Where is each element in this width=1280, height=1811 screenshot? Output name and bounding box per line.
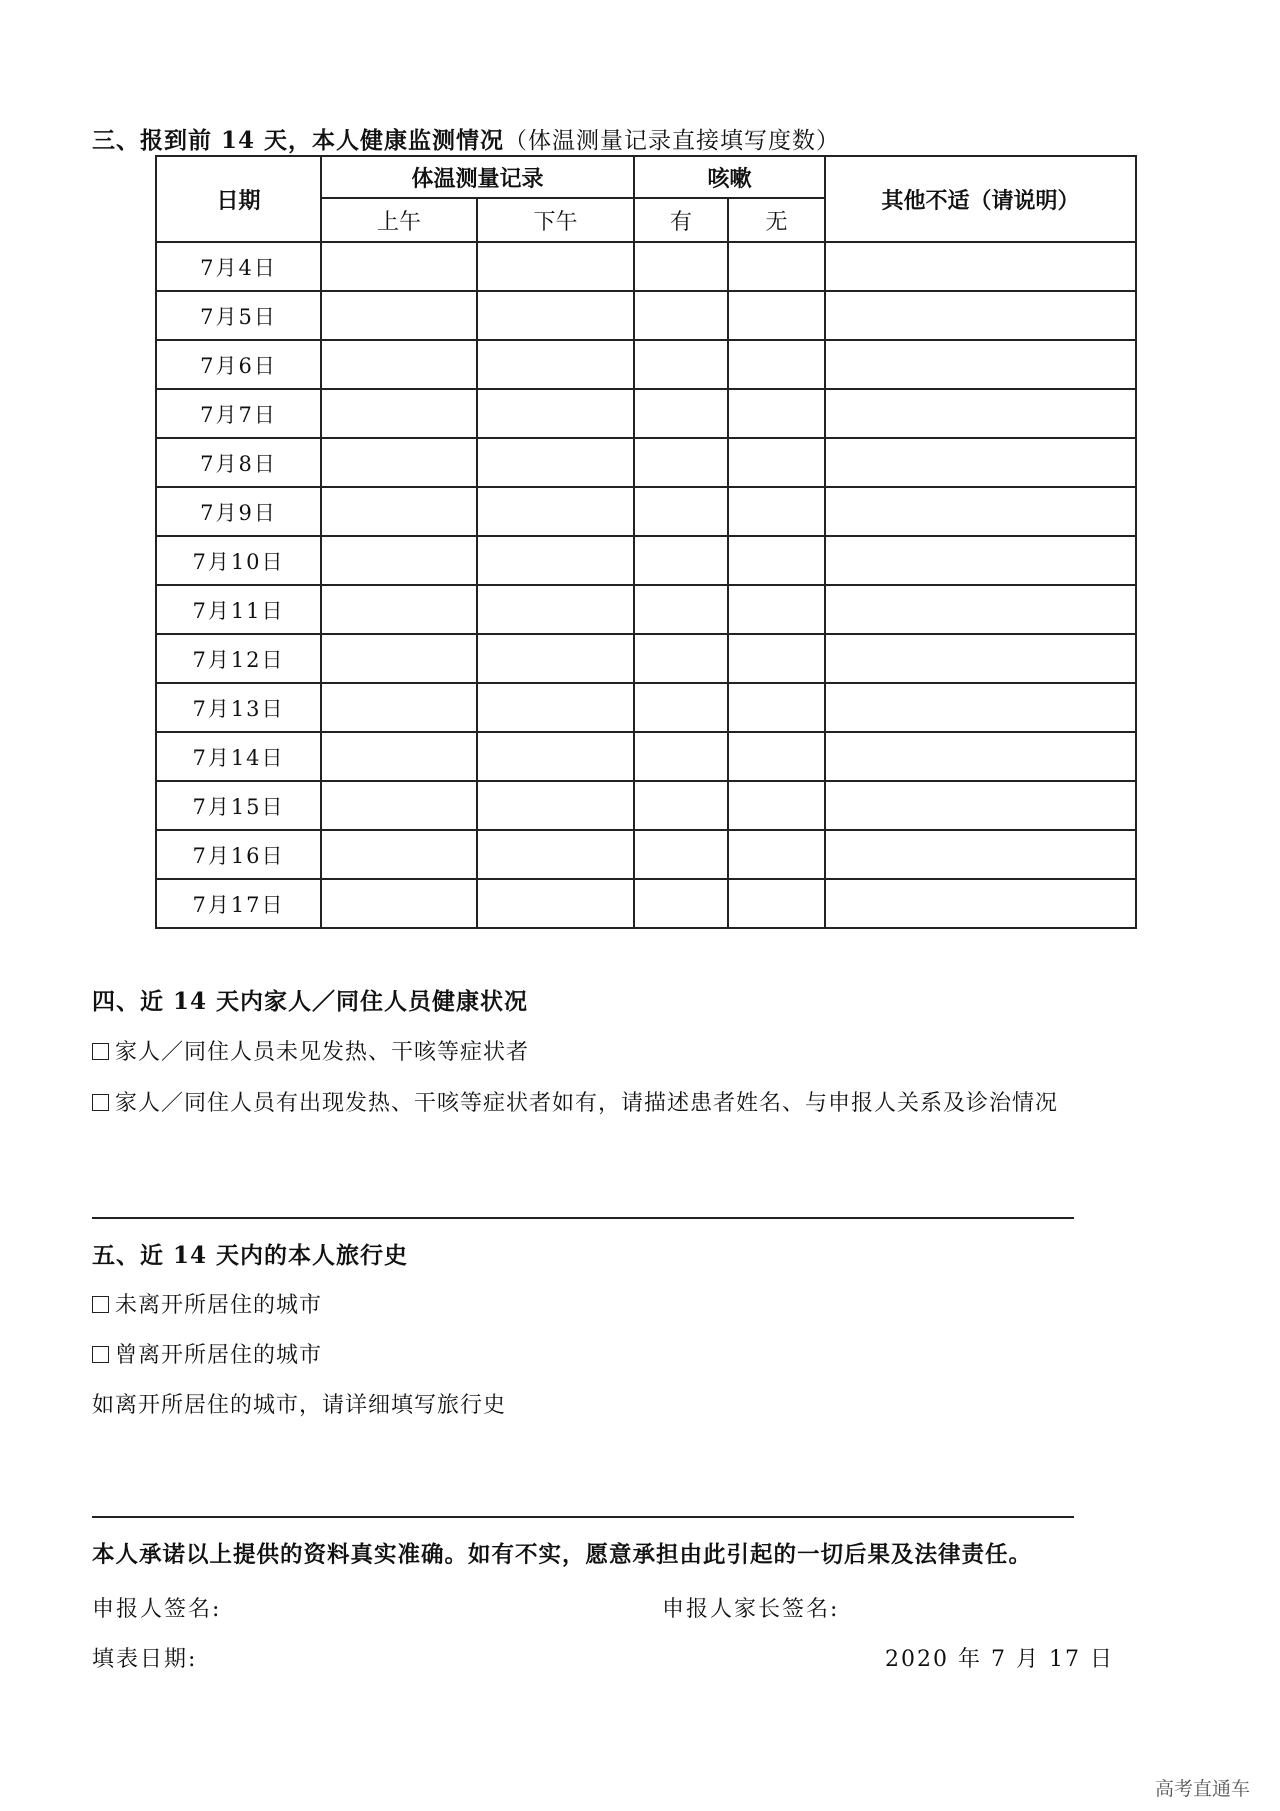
row-date: 7月9日 — [156, 487, 321, 536]
section5-instruction: 如离开所居住的城市，请详细填写旅行史 — [92, 1393, 507, 1418]
other-symptoms-cell[interactable] — [825, 830, 1136, 879]
other-symptoms-cell[interactable] — [825, 732, 1136, 781]
cough-yes-cell[interactable] — [634, 389, 728, 438]
header-other: 其他不适（请说明） — [825, 156, 1136, 242]
row-date: 7月11日 — [156, 585, 321, 634]
cough-no-cell[interactable] — [728, 732, 825, 781]
row-date: 7月6日 — [156, 340, 321, 389]
pm-temp-cell[interactable] — [477, 242, 634, 291]
am-temp-cell[interactable] — [321, 830, 477, 879]
cough-no-cell[interactable] — [728, 340, 825, 389]
checkbox-icon[interactable] — [92, 1346, 109, 1363]
am-temp-cell[interactable] — [321, 879, 477, 928]
pledge-statement: 本人承诺以上提供的资料真实准确。如有不实，愿意承担由此引起的一切后果及法律责任。 — [92, 1542, 1033, 1568]
section3-title — [92, 122, 840, 155]
row-date: 7月14日 — [156, 732, 321, 781]
cough-yes-cell[interactable] — [634, 781, 728, 830]
am-temp-cell[interactable] — [321, 732, 477, 781]
table-row — [156, 879, 1136, 928]
pm-temp-cell[interactable] — [477, 340, 634, 389]
fill-date-label: 填表日期: — [92, 1647, 198, 1672]
section3-title-text: 三、报到前 14 天，本人健康监测情况 — [92, 127, 505, 154]
am-temp-cell[interactable] — [321, 634, 477, 683]
am-temp-cell[interactable] — [321, 781, 477, 830]
checkbox-icon[interactable] — [92, 1043, 109, 1060]
other-symptoms-cell[interactable] — [825, 781, 1136, 830]
pm-temp-cell[interactable] — [477, 781, 634, 830]
watermark: 高考直通车 — [1154, 1778, 1250, 1800]
table-row — [156, 438, 1136, 487]
pm-temp-cell[interactable] — [477, 536, 634, 585]
pm-temp-cell[interactable] — [477, 732, 634, 781]
parent-signature-label: 申报人家长签名: — [662, 1597, 840, 1622]
row-date: 7月13日 — [156, 683, 321, 732]
pm-temp-cell[interactable] — [477, 683, 634, 732]
section4-option1-label: 家人／同住人员未见发热、干咳等症状者 — [115, 1040, 530, 1065]
row-date: 7月5日 — [156, 291, 321, 340]
section4-option2[interactable] — [92, 1086, 1058, 1117]
other-symptoms-cell[interactable] — [825, 683, 1136, 732]
pm-temp-cell[interactable] — [477, 634, 634, 683]
table-row — [156, 340, 1136, 389]
applicant-signature-label: 申报人签名: — [92, 1597, 222, 1622]
cough-yes-cell[interactable] — [634, 683, 728, 732]
cough-yes-cell[interactable] — [634, 438, 728, 487]
header-pm: 下午 — [477, 198, 634, 242]
pm-temp-cell[interactable] — [477, 438, 634, 487]
pm-temp-cell[interactable] — [477, 487, 634, 536]
cough-no-cell[interactable] — [728, 242, 825, 291]
pm-temp-cell[interactable] — [477, 879, 634, 928]
checkbox-icon[interactable] — [92, 1094, 109, 1111]
table-body — [156, 242, 1136, 928]
cough-no-cell[interactable] — [728, 291, 825, 340]
row-date: 7月4日 — [156, 242, 321, 291]
cough-yes-cell[interactable] — [634, 487, 728, 536]
cough-yes-cell[interactable] — [634, 879, 728, 928]
cough-yes-cell[interactable] — [634, 634, 728, 683]
section4-title: 四、近 14 天内家人／同住人员健康状况 — [92, 988, 529, 1015]
table-row — [156, 291, 1136, 340]
row-date: 7月17日 — [156, 879, 321, 928]
cough-yes-cell[interactable] — [634, 585, 728, 634]
section5-option1[interactable] — [92, 1288, 322, 1319]
table-row — [156, 389, 1136, 438]
table-row — [156, 242, 1136, 291]
am-temp-cell[interactable] — [321, 291, 477, 340]
section5-title: 五、近 14 天内的本人旅行史 — [92, 1242, 409, 1269]
section3-note: （体温测量记录直接填写度数） — [504, 128, 841, 154]
cough-no-cell[interactable] — [728, 879, 825, 928]
other-symptoms-cell[interactable] — [825, 487, 1136, 536]
cough-yes-cell[interactable] — [634, 830, 728, 879]
pm-temp-cell[interactable] — [477, 389, 634, 438]
other-symptoms-cell[interactable] — [825, 389, 1136, 438]
header-am: 上午 — [321, 198, 477, 242]
section5-option2[interactable] — [92, 1338, 322, 1369]
row-date: 7月7日 — [156, 389, 321, 438]
row-date: 7月8日 — [156, 438, 321, 487]
other-symptoms-cell[interactable] — [825, 242, 1136, 291]
table-row — [156, 487, 1136, 536]
section4-answer-line[interactable] — [92, 1217, 1074, 1219]
table-row — [156, 634, 1136, 683]
am-temp-cell[interactable] — [321, 242, 477, 291]
cough-yes-cell[interactable] — [634, 291, 728, 340]
am-temp-cell[interactable] — [321, 340, 477, 389]
section5-option2-label: 曾离开所居住的城市 — [115, 1343, 323, 1368]
cough-yes-cell[interactable] — [634, 536, 728, 585]
cough-yes-cell[interactable] — [634, 242, 728, 291]
row-date: 7月12日 — [156, 634, 321, 683]
am-temp-cell[interactable] — [321, 389, 477, 438]
am-temp-cell[interactable] — [321, 487, 477, 536]
pm-temp-cell[interactable] — [477, 830, 634, 879]
other-symptoms-cell[interactable] — [825, 585, 1136, 634]
header-cough-no: 无 — [728, 198, 825, 242]
row-date: 7月10日 — [156, 536, 321, 585]
table-row — [156, 683, 1136, 732]
other-symptoms-cell[interactable] — [825, 340, 1136, 389]
header-date: 日期 — [156, 156, 321, 242]
section4-option2-label: 家人／同住人员有出现发热、干咳等症状者如有，请描述患者姓名、与申报人关系及诊治情况 — [115, 1091, 1059, 1116]
pm-temp-cell[interactable] — [477, 291, 634, 340]
row-date: 7月16日 — [156, 830, 321, 879]
other-symptoms-cell[interactable] — [825, 536, 1136, 585]
cough-yes-cell[interactable] — [634, 732, 728, 781]
header-cough-yes: 有 — [634, 198, 728, 242]
cough-no-cell[interactable] — [728, 438, 825, 487]
section4-option1[interactable] — [92, 1035, 529, 1066]
table-row — [156, 732, 1136, 781]
am-temp-cell[interactable] — [321, 585, 477, 634]
cough-no-cell[interactable] — [728, 781, 825, 830]
header-cough: 咳嗽 — [634, 156, 825, 198]
other-symptoms-cell[interactable] — [825, 438, 1136, 487]
am-temp-cell[interactable] — [321, 683, 477, 732]
cough-no-cell[interactable] — [728, 634, 825, 683]
am-temp-cell[interactable] — [321, 438, 477, 487]
cough-no-cell[interactable] — [728, 389, 825, 438]
table-row — [156, 830, 1136, 879]
table-row — [156, 536, 1136, 585]
row-date: 7月15日 — [156, 781, 321, 830]
cough-no-cell[interactable] — [728, 487, 825, 536]
header-temperature: 体温测量记录 — [321, 156, 634, 198]
cough-no-cell[interactable] — [728, 585, 825, 634]
health-monitoring-table — [155, 155, 1137, 929]
other-symptoms-cell[interactable] — [825, 634, 1136, 683]
fill-date-value: 2020 年 7 月 17 日 — [885, 1647, 1114, 1672]
cough-yes-cell[interactable] — [634, 340, 728, 389]
table-row — [156, 781, 1136, 830]
other-symptoms-cell[interactable] — [825, 879, 1136, 928]
table-row — [156, 585, 1136, 634]
cough-no-cell[interactable] — [728, 536, 825, 585]
checkbox-icon[interactable] — [92, 1296, 109, 1313]
am-temp-cell[interactable] — [321, 536, 477, 585]
other-symptoms-cell[interactable] — [825, 291, 1136, 340]
pm-temp-cell[interactable] — [477, 585, 634, 634]
section5-answer-line[interactable] — [92, 1516, 1074, 1518]
section5-option1-label: 未离开所居住的城市 — [115, 1293, 323, 1318]
cough-no-cell[interactable] — [728, 830, 825, 879]
cough-no-cell[interactable] — [728, 683, 825, 732]
